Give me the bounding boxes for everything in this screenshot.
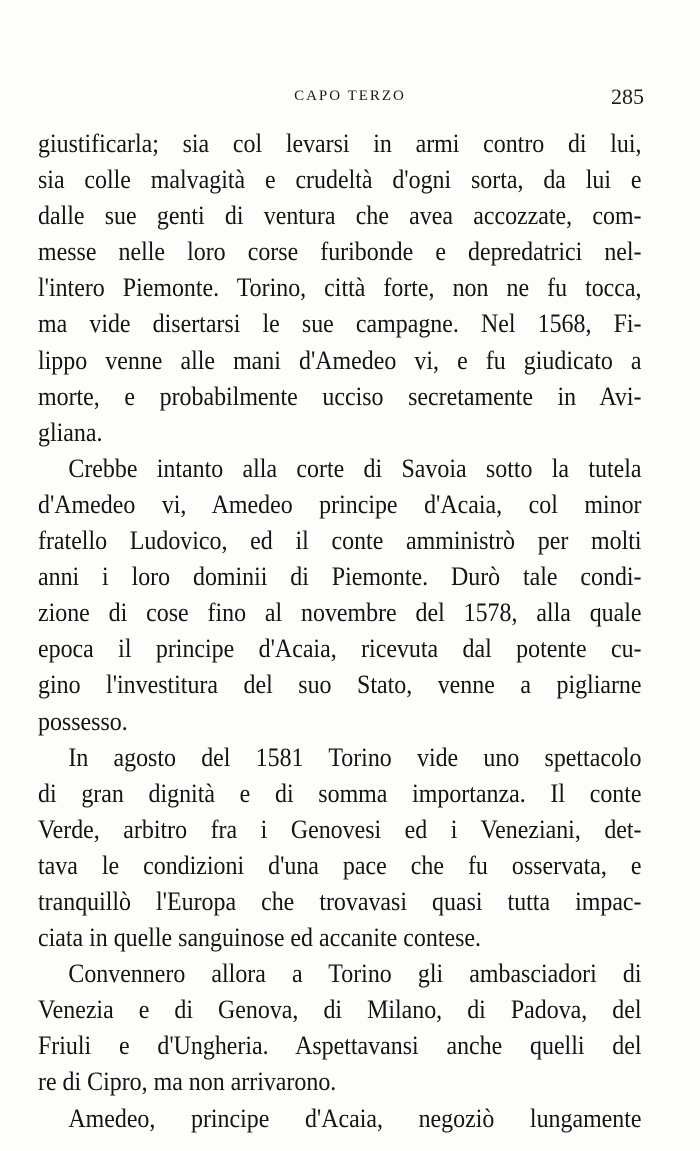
text-line: Convennero allora a Torino gli ambasciadori di bbox=[68, 959, 642, 989]
text-line: tava le condizioni d'una pace che fu osservata, e bbox=[38, 850, 642, 880]
text-line: l'intero Piemonte. Torino, città forte, non ne fu tocca, bbox=[38, 273, 642, 303]
text-line: tranquillò l'Europa che trovavasi quasi tutta impac- bbox=[38, 886, 642, 916]
text-line: Friuli e d'Ungheria. Aspettavansi anche quelli del bbox=[38, 1031, 642, 1061]
text-line: Venezia e di Genova, di Milano, di Padova, del bbox=[38, 995, 642, 1025]
text-line: sia colle malvagità e crudeltà d'ogni sorta, da lui e bbox=[38, 165, 642, 195]
text-line: epoca il principe d'Acaia, ricevuta dal potente cu- bbox=[38, 634, 642, 664]
text-line: Crebbe intanto alla corte di Savoia sotto la tutela bbox=[68, 453, 642, 483]
text-line: Verde, arbitro fra i Genovesi ed i Veneziani, det- bbox=[38, 814, 642, 844]
text-line: morte, e probabilmente ucciso secretamente in Avi- bbox=[38, 381, 642, 411]
body-text bbox=[38, 126, 642, 1137]
text-line: di gran dignità e di somma importanza. Il conte bbox=[38, 778, 642, 808]
running-title: CAPO TERZO bbox=[294, 88, 406, 104]
text-line: possesso. bbox=[38, 706, 128, 736]
text-line: In agosto del 1581 Torino vide uno spettacolo bbox=[68, 742, 642, 772]
page-number: 285 bbox=[611, 84, 644, 109]
text-line: giustificarla; sia col levarsi in armi contro di lui, bbox=[38, 129, 642, 158]
text-line: ciata in quelle sanguinose ed accanite contese. bbox=[38, 923, 481, 953]
text-line: lippo venne alle mani d'Amedeo vi, e fu giudicato a bbox=[38, 345, 642, 375]
text-line: zione di cose fino al novembre del 1578, alla quale bbox=[38, 598, 642, 628]
text-line: anni i loro dominii di Piemonte. Durò tale condi- bbox=[38, 562, 642, 592]
running-head bbox=[0, 84, 700, 110]
text-line: d'Amedeo vi, Amedeo principe d'Acaia, col minor bbox=[38, 489, 642, 519]
text-line: ma vide disertarsi le sue campagne. Nel 1568, Fi- bbox=[38, 309, 642, 339]
text-line: gino l'investitura del suo Stato, venne a pigliarne bbox=[38, 670, 642, 700]
text-line: Amedeo, principe d'Acaia, negoziò lungamente bbox=[68, 1103, 642, 1133]
text-line: gliana. bbox=[38, 417, 103, 447]
text-line: re di Cipro, ma non arrivarono. bbox=[38, 1067, 337, 1097]
text-line: messe nelle loro corse furibonde e depredatrici nel- bbox=[38, 237, 642, 267]
text-line: fratello Ludovico, ed il conte amministrò per molti bbox=[38, 526, 642, 556]
text-line: dalle sue genti di ventura che avea accozzate, com- bbox=[38, 201, 642, 231]
